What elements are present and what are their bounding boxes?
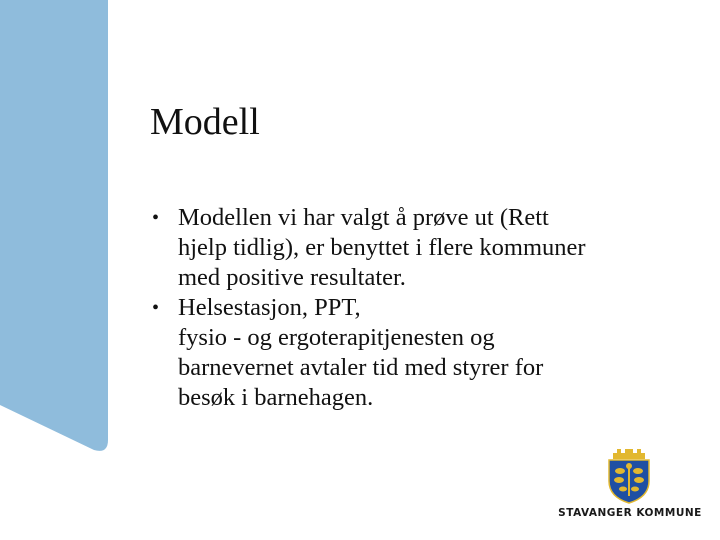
- stavanger-kommune-logo: [555, 447, 705, 525]
- bullet-text-line: fysio - og ergoterapitjenesten og: [178, 324, 495, 351]
- bullet-list: [150, 203, 670, 413]
- bullet-item: [150, 203, 670, 293]
- logo-wordmark: STAVANGER KOMMUNE: [558, 507, 702, 519]
- decorative-side-band: [0, 0, 110, 460]
- slide-title: Modell: [150, 101, 260, 143]
- bullet-item: [150, 293, 670, 413]
- stavanger-coat-of-arms-icon: [605, 447, 653, 505]
- bullet-text-line: hjelp tidlig), er benyttet i flere kommuner: [178, 234, 586, 261]
- bullet-text-line: barnevernet avtaler tid med styrer for: [178, 354, 544, 381]
- bullet-text-line: Modellen vi har valgt å prøve ut (Rett: [178, 204, 549, 231]
- bullet-text-line: besøk i barnehagen.: [178, 384, 374, 411]
- bullet-text-line: Helsestasjon, PPT,: [178, 294, 361, 321]
- bullet-text-line: med positive resultater.: [178, 264, 406, 291]
- bullet-marker: •: [152, 297, 160, 319]
- bullet-marker: •: [152, 207, 160, 229]
